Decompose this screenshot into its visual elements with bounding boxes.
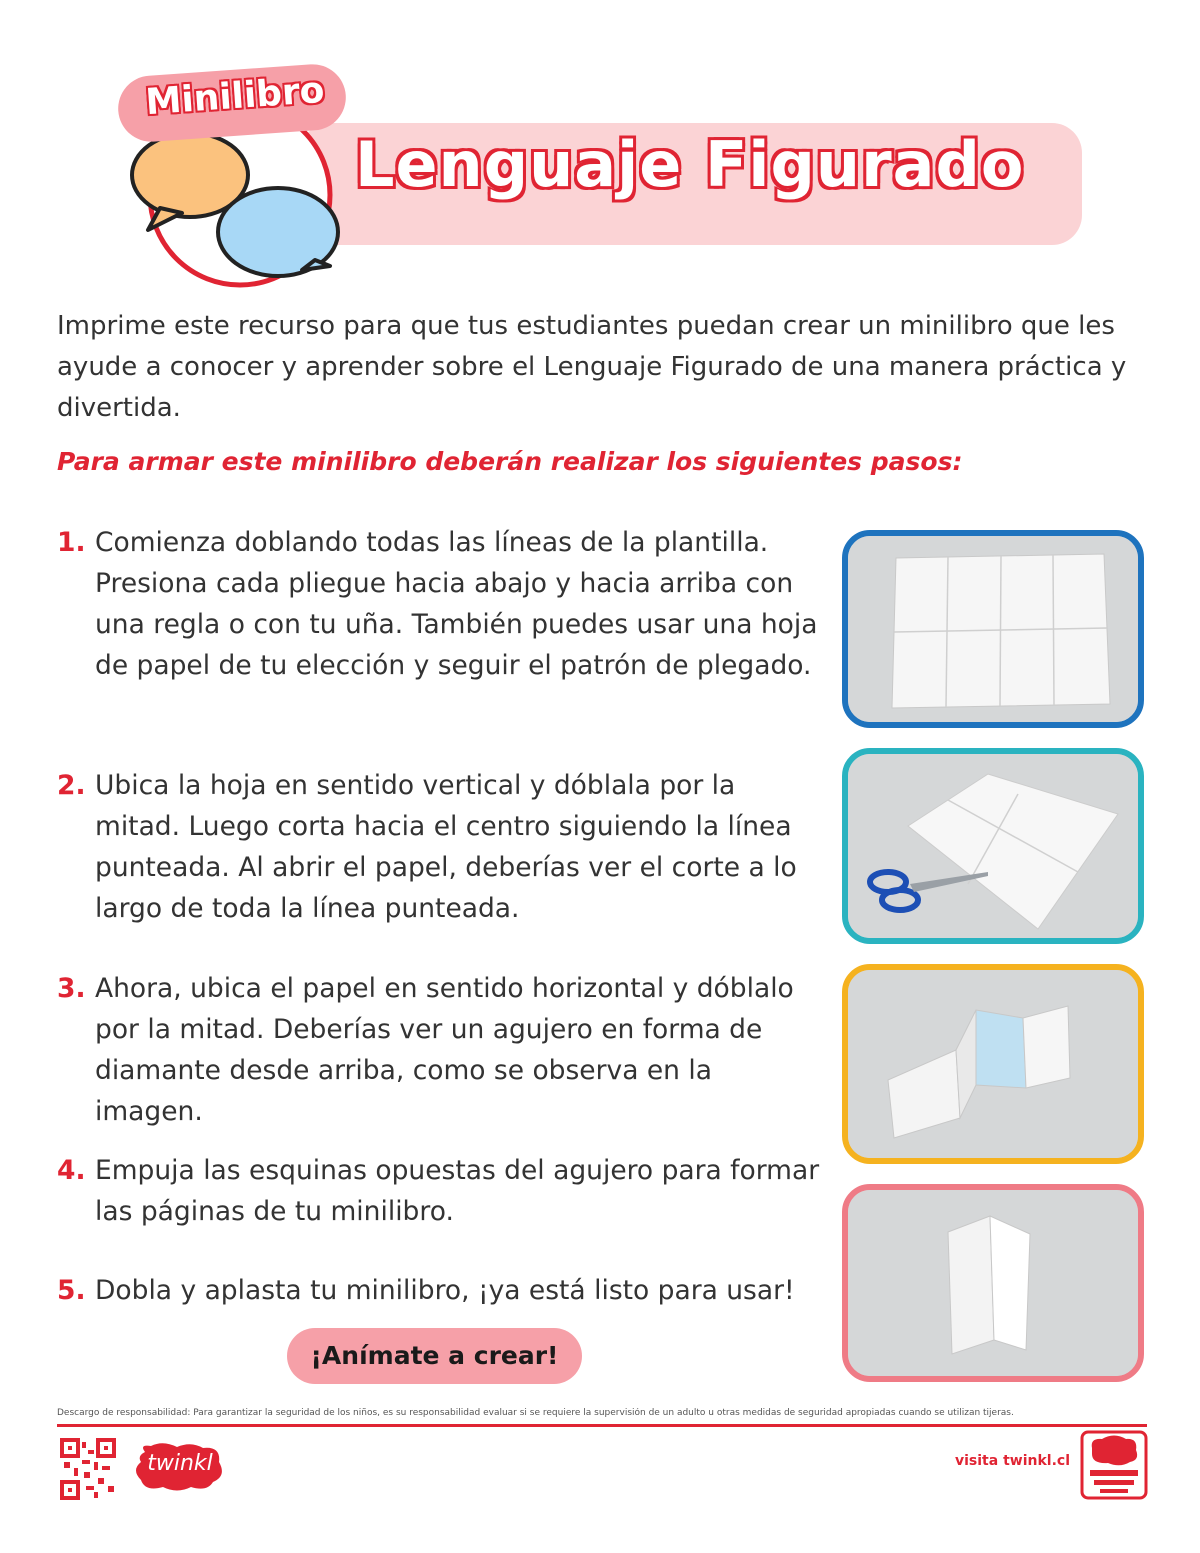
qr-code-icon [60, 1438, 116, 1500]
step-text: Comienza doblando todas las líneas de la plantilla. Presiona cada pliegue hacia abajo y hacia arriba con una regla o con tu uña. También puedes usar una hoja de papel de tu elección y seguir el patrón de plegado. [95, 527, 818, 681]
step-number: 2. [57, 770, 86, 801]
step-text: Ahora, ubica el papel en sentido horizontal y dóblalo por la mitad. Deberías ver un agujero en forma de diamante desde arriba, como se observa en la imagen. [95, 973, 794, 1127]
intro-paragraph: Imprime este recurso para que tus estudiantes puedan crear un minilibro que les ayude a conocer y aprender sobre el Lenguaje Figurado de una manera práctica y divertida. [57, 311, 1127, 423]
diamond-fold-photo [842, 964, 1144, 1164]
quality-badge-icon [1080, 1430, 1148, 1500]
step-text: Ubica la hoja en sentido vertical y dóblala por la mitad. Luego corta hacia el centro siguiendo la línea punteada. Al abrir el papel, deberías ver el corte a lo largo de toda la línea punteada. [95, 770, 797, 924]
step-3 [57, 968, 827, 1132]
steps-heading: Para armar este minilibro deberán realizar los siguientes pasos: [57, 447, 963, 476]
visit-link[interactable]: visita twinkl.cl [955, 1453, 1070, 1469]
header [0, 0, 1200, 300]
twinkl-logo-text: twinkl [147, 1451, 213, 1476]
step-text: Empuja las esquinas opuestas del agujero para formar las páginas de tu minilibro. [95, 1155, 820, 1227]
page-title: Lenguaje Figurado [355, 128, 1025, 201]
create-cta-button[interactable]: ¡Anímate a crear! [287, 1328, 582, 1384]
folded-paper-photo [842, 530, 1144, 728]
step-number: 3. [57, 973, 86, 1004]
footer-divider [57, 1424, 1147, 1427]
step-5 [57, 1270, 827, 1311]
step-number: 1. [57, 527, 86, 558]
step-number: 5. [57, 1275, 86, 1306]
step-4 [57, 1150, 827, 1232]
step-1 [57, 522, 827, 686]
step-number: 4. [57, 1155, 86, 1186]
disclaimer-text: Descargo de responsabilidad: Para garantizar la seguridad de los niños, es su responsabilidad evaluar si se requiere la supervisión de un adulto u otras medidas de seguridad apropiadas cuando se utilizan tijeras. [57, 1408, 1014, 1418]
scissors-cut-photo [842, 748, 1144, 944]
finished-minibook-photo [842, 1184, 1144, 1382]
step-text: Dobla y aplasta tu minilibro, ¡ya está listo para usar! [95, 1275, 795, 1306]
step-2 [57, 765, 827, 929]
minilibro-label: Minilibro [144, 69, 326, 124]
